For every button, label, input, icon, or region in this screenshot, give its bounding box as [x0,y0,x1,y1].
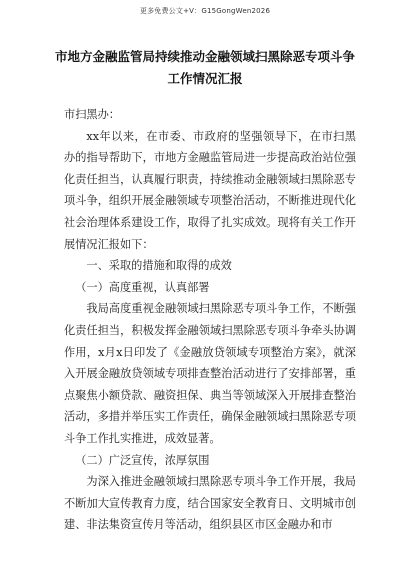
section-heading-1: 一、采取的措施和取得的成效 [86,259,232,273]
body-paragraph-2: 为深入推进金融领域扫黑除恶专项斗争工作开展，我局不断加大宣传教育力度，结合国家安全教育日、文明城市创建、非法集资宣传月等活动，组织县区市区金融办和市 [64,475,356,532]
body-paragraph-1: 我局高度重视金融领域扫黑除恶专项斗争工作，不断强化责任担当，积极发挥金融领域扫黑除恶专项斗争牵头协调作用，x月x日印发了《金融放贷领域专项整治方案》，就深入开展金融放贷领域专项排查整治活动进行了安排部署，重点聚焦小额贷款、融资担保、典当等领域深入开展排查整治活动，多措并举压实工作责任，确保金融领域扫黑除恶专项斗争工作扎实推进，成效显著。 [64,302,356,445]
intro-paragraph: xx年以来，在市委、市政府的坚强领导下，在市扫黑办的指导帮助下，市地方金融监管局进一步提高政治站位强化责任担当，认真履行职责，持续推动金融领域扫黑除恶专项斗争，组织开展金融领域专项整治活动，不断推进现代化社会治理体系建设工作，取得了扎实成效。现将有关工作开展情况汇报如下： [64,129,356,251]
document-title: 市地方金融监管局持续推动金融领域扫黑除恶专项斗争工作情况汇报 [54,49,355,86]
subsection-heading-1: （一）高度重视，认真部署 [75,280,210,294]
salutation: 市扫黑办： [64,108,120,121]
subsection-heading-2: （二）广泛宣传，浓厚氛围 [75,453,210,467]
header-note: 更多免费公文+V：G15GongWen2026 [139,7,271,15]
document-body [64,104,356,536]
